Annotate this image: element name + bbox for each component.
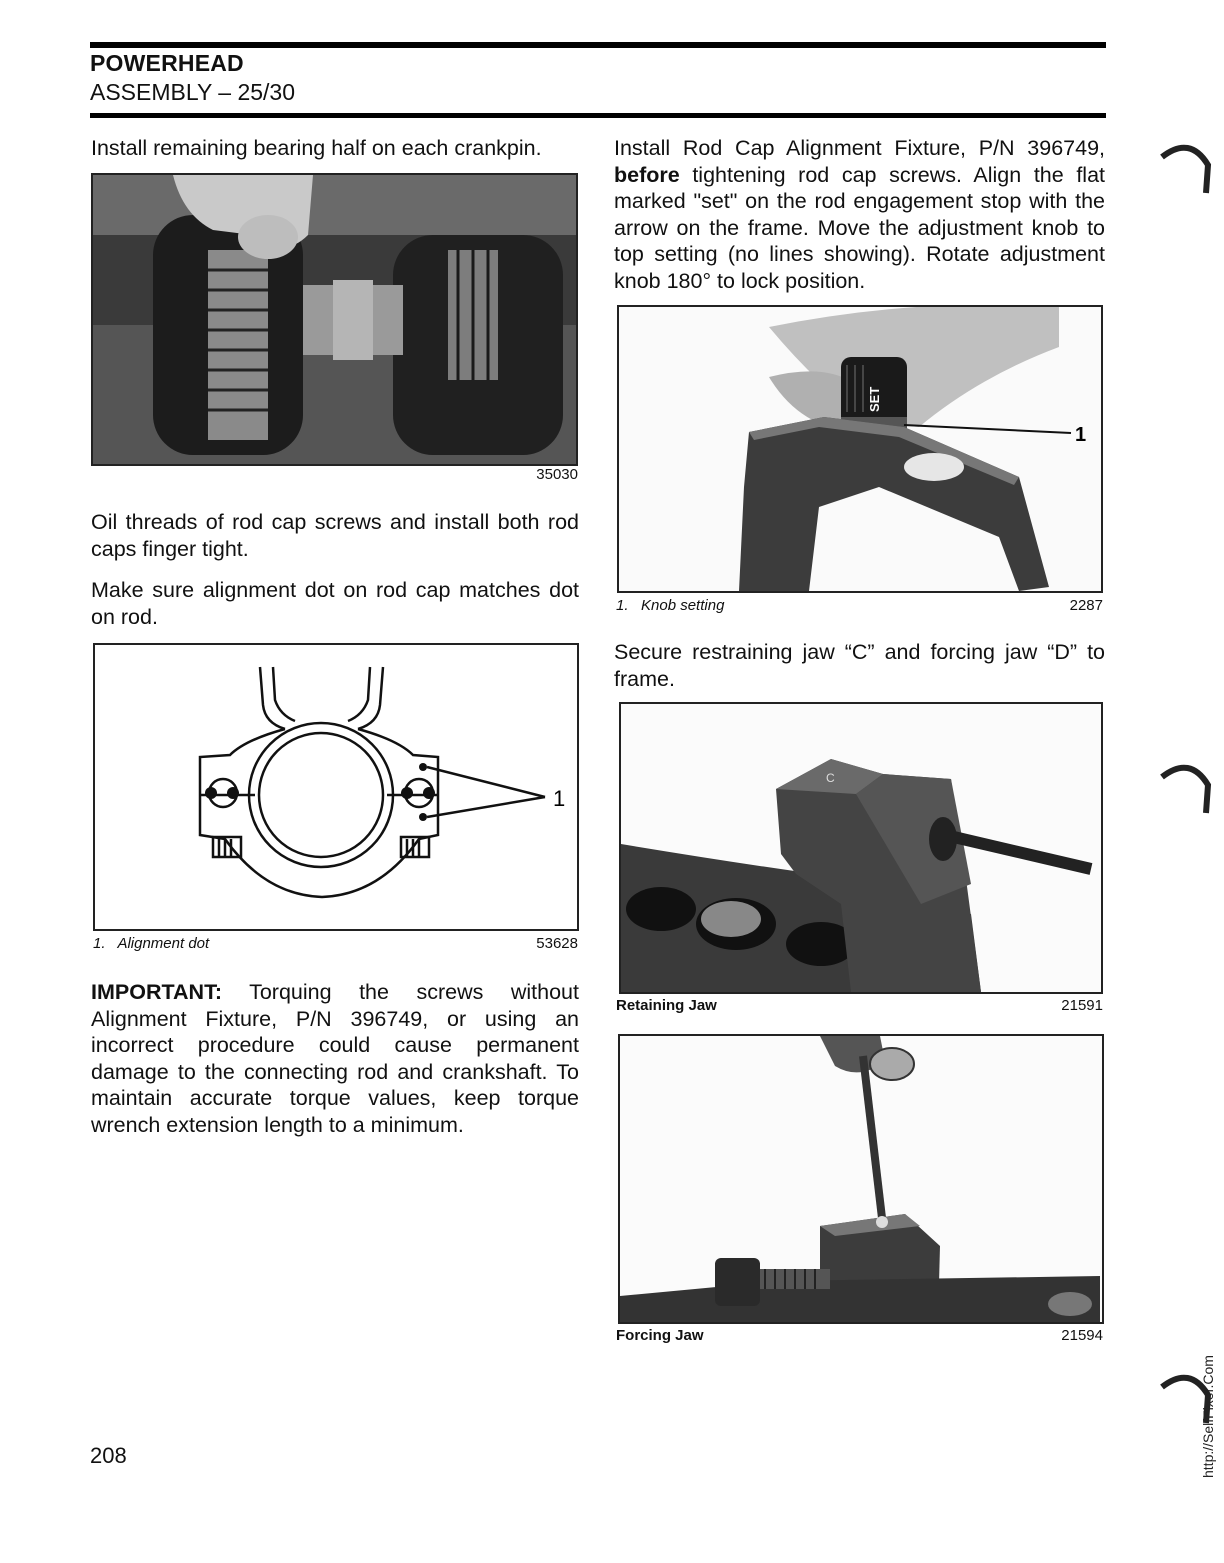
crankshaft-photo-image [93, 175, 576, 464]
knob-setting-callout: 1 [1075, 424, 1087, 446]
header-top-rule [90, 42, 1106, 48]
important-text: Torquing the screws without Alignment Fixture, P/N 396749, or using an incorrect procedure could cause permanent damage to the connecting rod and crankshaft. To maintain accurate torque values, keep torque wrench extension length to a minimum. [91, 980, 579, 1137]
figure-alignment-dot-diagram [93, 643, 579, 931]
page-number: 208 [90, 1443, 127, 1468]
connecting-rod-diagram [95, 645, 577, 929]
retaining-jaw-photo-image [621, 704, 1101, 992]
figure-2-caption: 1. Alignment dot [93, 935, 210, 952]
knob-setting-photo-image [619, 307, 1101, 591]
svg-text:C: C [826, 771, 835, 785]
forcing-jaw-photo-image [620, 1036, 1102, 1322]
left-paragraph-3: Make sure alignment dot on rod cap matches dot on rod. [91, 578, 579, 629]
figure-4-caption: Retaining Jaw [616, 997, 717, 1014]
binder-clip-icon [1160, 135, 1220, 195]
alignment-dot-callout: 1 [553, 786, 566, 811]
important-label: IMPORTANT: [91, 980, 222, 1004]
right-paragraph-1 [614, 135, 1105, 294]
watermark-url: http://SelfFixer.Com [1200, 1355, 1216, 1478]
figure-4-number: 21591 [1061, 997, 1103, 1014]
important-notice [91, 979, 579, 1138]
figure-3-number: 2287 [1069, 597, 1103, 614]
figure-knob-setting-photo [617, 305, 1103, 593]
left-paragraph-1: Install remaining bearing half on each crankpin. [91, 136, 542, 160]
right-p1-bold: before [614, 162, 680, 187]
knob-set-label: SET [867, 386, 882, 412]
figure-5-caption: Forcing Jaw [616, 1327, 704, 1344]
section-title: POWERHEAD [90, 50, 244, 76]
figure-2-number: 53628 [536, 935, 578, 952]
right-p1-post: tightening rod cap screws. Align the flat marked "set" on the rod engagement stop with the arrow on the frame. Move the adjustment knob to top setting (no lines showing). Rotate adjustment knob 180° to lock position. [614, 162, 1105, 293]
left-paragraph-2: Oil threads of rod cap screws and install both rod caps finger tight. [91, 510, 579, 561]
right-paragraph-2: Secure restraining jaw “C” and forcing jaw “D” to frame. [614, 640, 1105, 691]
figure-3-caption: 1. Knob setting [616, 597, 725, 614]
figure-5-number: 21594 [1061, 1327, 1103, 1344]
figure-crankshaft-photo [91, 173, 578, 466]
header-bottom-rule [90, 113, 1106, 118]
figure-1-number: 35030 [536, 466, 578, 483]
figure-forcing-jaw-photo [618, 1034, 1104, 1324]
figure-retaining-jaw-photo [619, 702, 1103, 994]
binder-clip-icon [1160, 755, 1220, 815]
subsection-title: ASSEMBLY – 25/30 [90, 79, 296, 105]
right-p1-pre: Install Rod Cap Alignment Fixture, P/N 396749, [614, 136, 1105, 160]
